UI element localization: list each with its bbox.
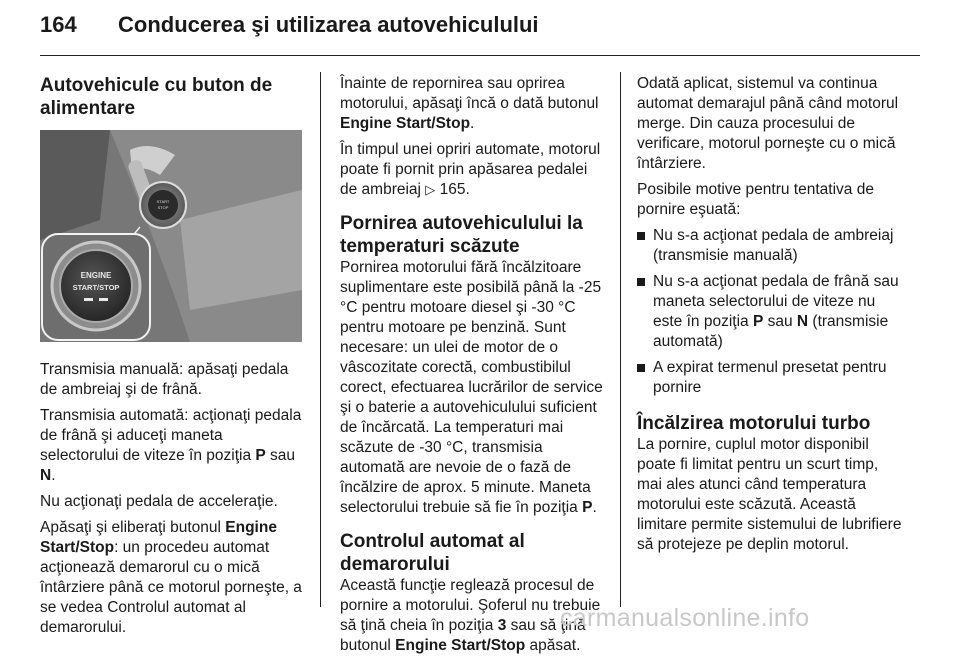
column-3	[637, 74, 905, 561]
paragraph-starter-control: Această funcţie reglează procesul de pornire a motorului. Şoferul nu trebuie să ţină cheia în poziţia 3 sau să ţină butonul Engine Start/Stop apăsat.	[340, 577, 601, 654]
section-heading-power-button: Autovehicule cu buton de alimentare	[40, 75, 273, 119]
paragraph-autostop: În timpul unei opriri automate, motorul poate fi pornit prin apăsarea pedalei de ambreiaj ▷ 165.	[340, 141, 601, 198]
bullet-icon	[637, 232, 645, 240]
svg-text:STOP: STOP	[157, 205, 169, 210]
list-item: Nu s-a acţionat pedala de frână sau maneta selectorului de viteze nu este în poziţia P sau N (transmisie automată)	[637, 272, 905, 352]
paragraph-system-continues: Odată aplicat, sistemul va continua automat demarajul până când motorul merge. Din cauza procesului de verificare, motorul porneşte cu o mică întârziere.	[637, 75, 899, 172]
paragraph-failure-reasons: Posibile motive pentru tentativa de pornire eşuată:	[637, 181, 874, 218]
engine-start-stop-photo	[40, 130, 302, 342]
paragraph-press-button: Apăsaţi şi eliberaţi butonul Engine Start/Stop: un procedeu automat acţionează demarorul cu o mică întârziere până ce motorul porneşte, a se vedea Controlul automat al demarorului.	[40, 519, 302, 636]
paragraph-manual-transmission: Transmisia manuală: apăsaţi pedala de ambreiaj şi de frână.	[40, 361, 289, 398]
page-header	[40, 8, 920, 48]
paragraph-turbo: La pornire, cuplul motor disponibil poate fi limitat pentru un scurt timp, mai ales atunci când temperatura motorului este scăzută. Această limitare permite sistemului de lubrifiere să protejeze pe deplin motorul.	[637, 436, 902, 553]
chapter-title: Conducerea şi utilizarea autovehiculului	[118, 12, 539, 37]
section-heading-starter-control: Controlul automat al demarorului	[340, 531, 525, 575]
list-item: Nu s-a acţionat pedala de ambreiaj (transmisie manuală)	[637, 226, 905, 266]
header-divider	[40, 55, 920, 56]
bullet-icon	[637, 278, 645, 286]
bullet-icon	[637, 364, 645, 372]
page-number: 164	[40, 12, 77, 37]
button-label-start-stop: START/STOP	[72, 283, 120, 292]
paragraph-restart: Înainte de repornirea sau oprirea motorului, apăsaţi încă o dată butonul Engine Start/Stop.	[340, 75, 599, 132]
section-heading-turbo: Încălzirea motorului turbo	[637, 413, 871, 434]
section-heading-low-temperature: Pornirea autovehiculului la temperaturi scăzute	[340, 213, 583, 257]
column-divider-2	[620, 72, 621, 607]
svg-text:START: START	[156, 199, 170, 204]
column-1	[40, 74, 302, 644]
page-reference-icon: ▷	[425, 182, 436, 197]
paragraph-accelerator: Nu acţionaţi pedala de acceleraţie.	[40, 493, 278, 510]
column-divider-1	[320, 72, 321, 607]
paragraph-automatic-transmission: Transmisia automată: acţionaţi pedala de frână şi aduceţi maneta selectorului de viteze în poziţia P sau N.	[40, 407, 302, 484]
watermark: carmanualsonline.info	[560, 604, 810, 632]
button-label-engine: ENGINE	[80, 271, 112, 280]
list-item: A expirat termenul presetat pentru pornire	[637, 358, 905, 398]
paragraph-low-temperature: Pornirea motorului fără încălzitoare suplimentare este posibilă până la -25 °C pentru motoare diesel şi -30 °C pentru motoare pe benzină. Sunt necesare: un ulei de motor de o vâscozitate corectă, combustibilul corect, efectuarea lucrărilor de service şi o baterie a autovehiculului suficient de încărcată. La temperaturi mai scăzute de -30 °C, transmisia automată are nevoie de o fază de încălzire de aprox. 5 minute. Maneta selectorului trebuie să fie în poziţia P.	[340, 259, 603, 516]
photo-illustration	[40, 130, 302, 342]
column-2	[340, 74, 604, 662]
